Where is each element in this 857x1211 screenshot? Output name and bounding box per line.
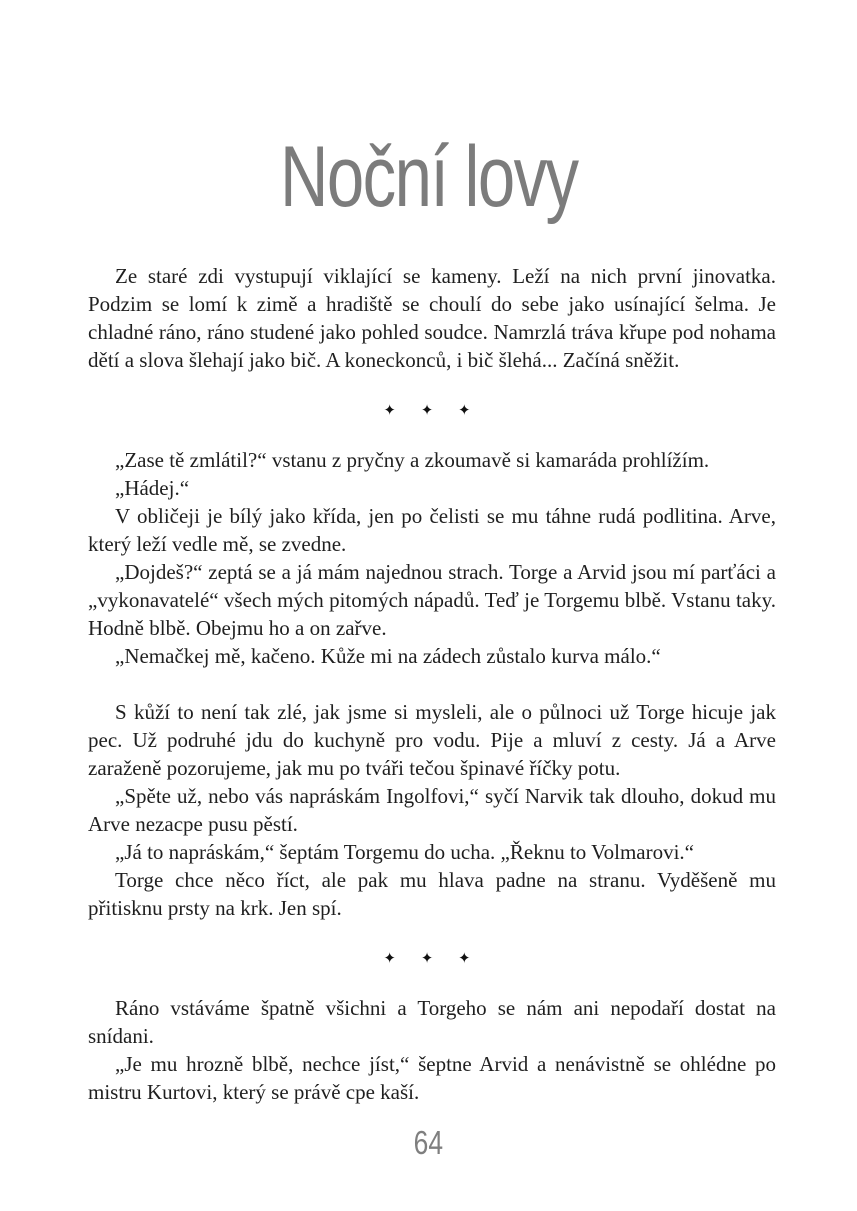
section-separator: ✦ ✦ ✦: [383, 401, 481, 419]
page-number: 64: [413, 1124, 444, 1161]
body-paragraph: Ráno vstáváme špatně všichni a Torgeho se nám ani nepodaří dostat na snídani.: [88, 996, 776, 1048]
body-paragraph: „Já to napráskám,“ šeptám Torgemu do ucha. „Řeknu to Volmarovi.“: [115, 840, 695, 864]
chapter-title: Noční lovy: [279, 129, 578, 225]
page-number-container: [0, 1126, 857, 1159]
body-paragraph: V obličeji je bílý jako křída, jen po čelisti se mu táhne rudá podlitina. Arve, který leží vedle mě, se zvedne.: [88, 504, 776, 556]
body-paragraph: Torge chce něco říct, ale pak mu hlava padne na stranu. Vyděšeně mu přitisknu prsty na krk. Jen spí.: [88, 868, 776, 920]
body-paragraph: „Hádej.“: [115, 476, 190, 500]
body-paragraph: „Zase tě zmlátil?“ vstanu z pryčny a zkoumavě si kamaráda prohlížím.: [115, 448, 710, 472]
section-separator: ✦ ✦ ✦: [383, 949, 481, 967]
body-paragraph: „Dojdeš?“ zeptá se a já mám najednou strach. Torge a Arvid jsou mí parťáci a „vykonavatelé“ všech mých pitomých nápadů. Teď je Torgemu blbě. Vstanu taky. Hodně blbě. Obejmu ho a on zařve.: [88, 560, 776, 640]
body-paragraph: S kůží to není tak zlé, jak jsme si mysleli, ale o půlnoci už Torge hicuje jak pec. Už podruhé jdu do kuchyně pro vodu. Pije a mluví z cesty. Já a Arve zaraženě pozorujeme, jak mu po tváři tečou špinavé říčky potu.: [88, 700, 776, 780]
body-paragraph: „Je mu hrozně blbě, nechce jíst,“ šeptne Arvid a nenávistně se ohlédne po mistru Kurtovi, který se právě cpe kaší.: [88, 1052, 776, 1104]
body-paragraph: „Nemačkej mě, kačeno. Kůže mi na zádech zůstalo kurva málo.“: [115, 644, 661, 668]
paragraph-spacer: [88, 670, 776, 698]
text-block: [88, 262, 776, 1106]
body-paragraph: „Spěte už, nebo vás napráskám Ingolfovi,“ syčí Narvik tak dlouho, dokud mu Arve nezacpe pusu pěstí.: [88, 784, 776, 836]
body-paragraph: Ze staré zdi vystupují viklající se kameny. Leží na nich první jinovatka. Podzim se lomí k zimě a hradiště se choulí do sebe jako usínající šelma. Je chladné ráno, ráno studené jako pohled soudce. Namrzlá tráva křupe pod nohama dětí a slova šlehají jako bič. A koneckonců, i bič šlehá... Začíná sněžit.: [88, 264, 776, 372]
chapter-title-container: [0, 129, 857, 225]
